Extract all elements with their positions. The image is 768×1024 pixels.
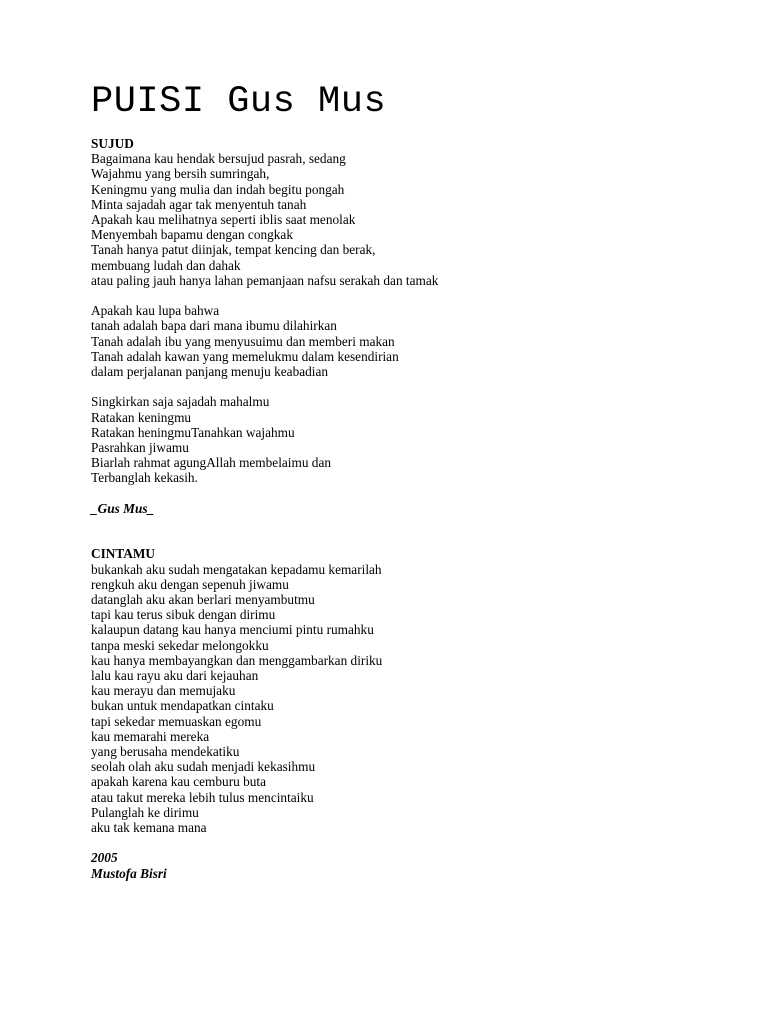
poem-line: tapi sekedar memuaskan egomu: [91, 713, 262, 729]
poem-line: Pasrahkan jiwamu: [91, 440, 189, 456]
poem-line: Menyembah bapamu dengan congkak: [91, 227, 293, 243]
signature-line: _Gus Mus_: [91, 500, 155, 516]
poem-line: Wajahmu yang bersih sumringah,: [91, 166, 270, 182]
poem-line: apakah karena kau cemburu buta: [91, 774, 266, 790]
poem-line: Tanah adalah ibu yang menyusuimu dan memberi makan: [91, 333, 395, 349]
poem-line: atau takut mereka lebih tulus mencintaiku: [91, 789, 314, 805]
stanza: [91, 562, 751, 836]
poem-line: Apakah kau lupa bahwa: [91, 303, 220, 319]
poem-line: Pulanglah ke dirimu: [91, 804, 199, 820]
poem-line: Keningmu yang mulia dan indah begitu pongah: [91, 181, 345, 197]
poem-line: membuang ludah dan dahak: [91, 257, 241, 273]
poem-line: Terbanglah kekasih.: [91, 470, 198, 486]
stanza: [91, 303, 751, 379]
poem-line: seolah olah aku sudah menjadi kekasihmu: [91, 759, 316, 775]
signature-author: Mustofa Bisri: [91, 865, 167, 881]
stanza-gap: [91, 835, 751, 850]
poem-line: kau merayu dan memujaku: [91, 683, 236, 699]
poem-sujud: [91, 136, 751, 516]
poem-line: atau paling jauh hanya lahan pemanjaan nafsu serakah dan tamak: [91, 272, 439, 288]
poem-line: tanpa meski sekedar melongokku: [91, 637, 269, 653]
poem-line: Minta sajadah agar tak menyentuh tanah: [91, 196, 307, 212]
poem-signature: [91, 501, 751, 516]
stanza: [91, 151, 751, 288]
stanza-gap: [91, 379, 751, 394]
poem-line: dalam perjalanan panjang menuju keabadian: [91, 364, 329, 380]
poem-line: Singkirkan saja sajadah mahalmu: [91, 394, 270, 410]
poem-line: Biarlah rahmat agungAllah membelaimu dan: [91, 455, 332, 471]
poem-cintamu: [91, 546, 751, 880]
poem-line: aku tak kemana mana: [91, 820, 207, 836]
signature-year: 2005: [91, 850, 118, 866]
document-body: [91, 136, 751, 881]
poem-line: datanglah aku akan berlari menyambutmu: [91, 592, 315, 608]
poem-line: kau hanya membayangkan dan menggambarkan diriku: [91, 652, 383, 668]
stanza: [91, 394, 751, 485]
poem-line: kau memarahi mereka: [91, 728, 210, 744]
poem-signature: [91, 850, 751, 880]
poem-line: Bagaimana kau hendak bersujud pasrah, sedang: [91, 151, 346, 167]
poem-line: bukan untuk mendapatkan cintaku: [91, 698, 274, 714]
poem-line: bukankah aku sudah mengatakan kepadamu kemarilah: [91, 561, 382, 577]
poem-line: Tanah hanya patut diinjak, tempat kencing dan berak,: [91, 242, 376, 258]
poem-line: lalu kau rayu aku dari kejauhan: [91, 668, 259, 684]
document-title: PUISI Gus Mus: [91, 81, 387, 123]
poem-line: kalaupun datang kau hanya menciumi pintu rumahku: [91, 622, 374, 638]
poem-line: tapi kau terus sibuk dengan dirimu: [91, 607, 276, 623]
stanza-gap: [91, 486, 751, 501]
stanza-gap: [91, 288, 751, 303]
poem-line: Apakah kau melihatnya seperti iblis saat menolak: [91, 212, 356, 228]
poem-line: Ratakan keningmu: [91, 409, 192, 425]
poem-title: CINTAMU: [91, 546, 156, 562]
poem-line: yang berusaha mendekatiku: [91, 744, 240, 760]
poem-gap: [91, 516, 751, 546]
poem-line: Tanah adalah kawan yang memelukmu dalam kesendirian: [91, 348, 399, 364]
poem-line: rengkuh aku dengan sepenuh jiwamu: [91, 576, 289, 592]
poem-title: SUJUD: [91, 136, 134, 151]
poem-line: Ratakan heningmuTanahkan wajahmu: [91, 424, 295, 440]
poem-line: tanah adalah bapa dari mana ibumu dilahirkan: [91, 318, 337, 334]
